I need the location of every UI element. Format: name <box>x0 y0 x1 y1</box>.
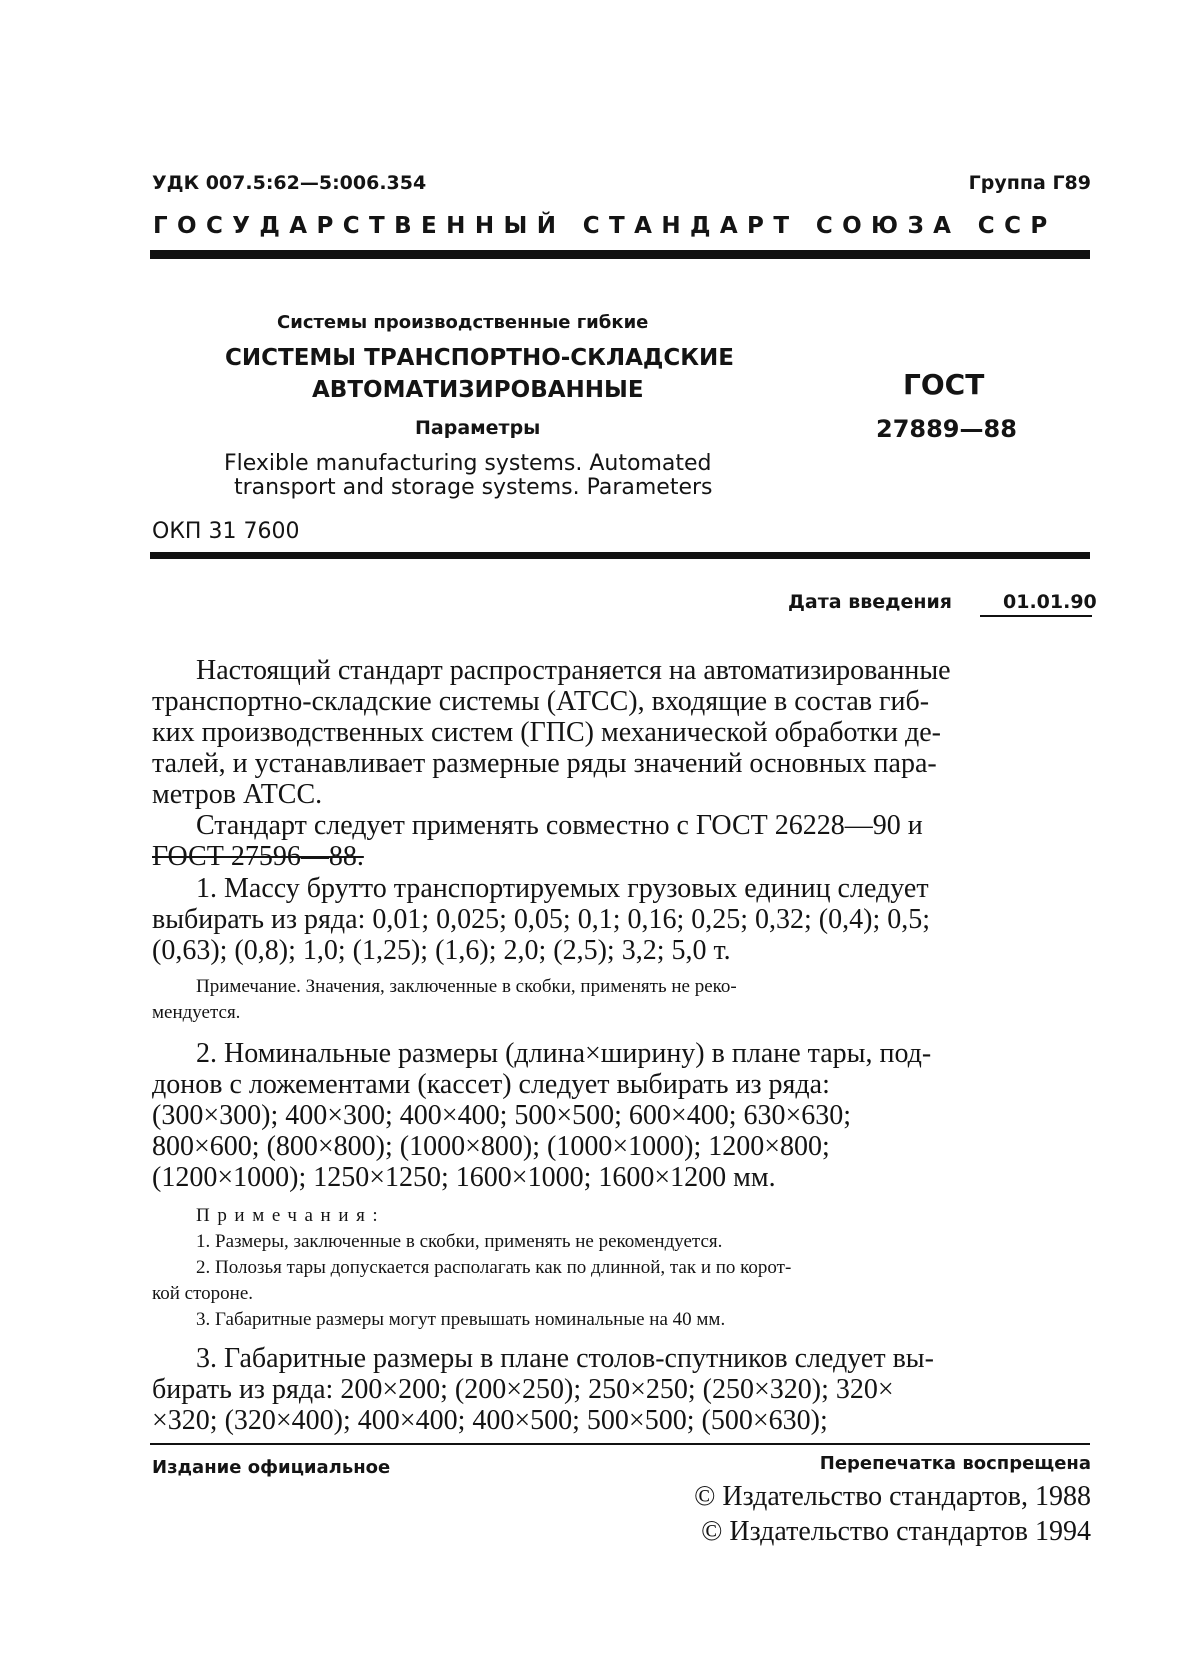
group-code: Группа Г89 <box>968 172 1091 194</box>
text-line: 1. Массу брутто транспортируемых грузовых единиц следует <box>196 873 929 904</box>
state-standard-banner: ГОСУДАРСТВЕННЫЙ СТАНДАРТ СОЮЗА ССР <box>153 213 1057 239</box>
udk-code: УДК 007.5:62—5:006.354 <box>152 172 427 194</box>
text-line: метров АТСС. <box>152 779 323 810</box>
note-line: 3. Габаритные размеры могут превышать номинальные на 40 мм. <box>196 1309 726 1330</box>
gost-number: 27889—88 <box>876 415 1017 443</box>
title-main-line2: АВТОМАТИЗИРОВАННЫЕ <box>312 377 644 403</box>
intro-date-value: 01.01.90 <box>1003 591 1097 613</box>
note-line: 1. Размеры, заключенные в скобки, применять не рекомендуется. <box>196 1231 723 1252</box>
copyright-1988: © Издательство стандартов, 1988 <box>694 1481 1091 1512</box>
top-thick-rule <box>150 250 1090 259</box>
text-line: (300×300); 400×300; 400×400; 500×500; 600×400; 630×630; <box>152 1100 852 1131</box>
note-line: мендуется. <box>152 1002 241 1023</box>
text-line: талей, и устанавливает размерные ряды значений основных пара- <box>152 748 937 779</box>
copyright-1994: © Издательство стандартов 1994 <box>701 1516 1091 1547</box>
official-edition: Издание официальное <box>152 1457 391 1478</box>
intro-date-label: Дата введения <box>788 591 952 613</box>
text-line: Настоящий стандарт распространяется на автоматизированные <box>196 655 951 686</box>
text-line: (0,63); (0,8); 1,0; (1,25); (1,6); 2,0; (2,5); 3,2; 5,0 т. <box>152 935 731 966</box>
notes-title: Примечания: <box>196 1205 386 1226</box>
text-line: ×320; (320×400); 400×400; 400×500; 500×500; (500×630); <box>152 1405 828 1436</box>
text-line: 2. Номинальные размеры (длина×ширину) в плане тары, под- <box>196 1038 932 1069</box>
reprint-notice: Перепечатка воспрещена <box>819 1453 1091 1474</box>
text-line: транспортно-складские системы (АТСС), входящие в состав гиб- <box>152 686 930 717</box>
title-english-line1: Flexible manufacturing systems. Automated <box>224 451 712 476</box>
title-main-line1: СИСТЕМЫ ТРАНСПОРТНО-СКЛАДСКИЕ <box>225 345 735 371</box>
text-line: Стандарт следует применять совместно с ГОСТ 26228—90 и <box>196 810 923 841</box>
text-line: 800×600; (800×800); (1000×800); (1000×1000); 1200×800; <box>152 1131 830 1162</box>
note-line: кой стороне. <box>152 1283 254 1304</box>
title-english-line2: transport and storage systems. Parameters <box>234 475 713 500</box>
intro-date-underline <box>980 615 1092 617</box>
footer-rule <box>150 1443 1090 1445</box>
text-line: 3. Габаритные размеры в плане столов-спутников следует вы- <box>196 1343 934 1374</box>
struck-reference: ГОСТ 27596—88. <box>152 841 364 872</box>
text-line: донов с ложементами (кассет) следует выбирать из ряда: <box>152 1069 830 1100</box>
text-line: ких производственных систем (ГПС) механической обработки де- <box>152 717 941 748</box>
text-line: бирать из ряда: 200×200; (200×250); 250×250; (250×320); 320× <box>152 1374 894 1405</box>
note-line: Примечание. Значения, заключенные в скобки, применять не реко- <box>196 976 737 997</box>
okp-code: ОКП 31 7600 <box>152 519 300 544</box>
gost-label: ГОСТ <box>903 368 985 401</box>
note-line: 2. Полозья тары допускается располагать как по длинной, так и по корот- <box>196 1257 792 1278</box>
title-subtitle: Системы производственные гибкие <box>277 312 649 333</box>
text-line: выбирать из ряда: 0,01; 0,025; 0,05; 0,1; 0,16; 0,25; 0,32; (0,4); 0,5; <box>152 904 931 935</box>
title-part: Параметры <box>415 417 541 439</box>
title-bottom-rule <box>150 552 1090 559</box>
text-line: (1200×1000); 1250×1250; 1600×1000; 1600×1200 мм. <box>152 1162 776 1193</box>
